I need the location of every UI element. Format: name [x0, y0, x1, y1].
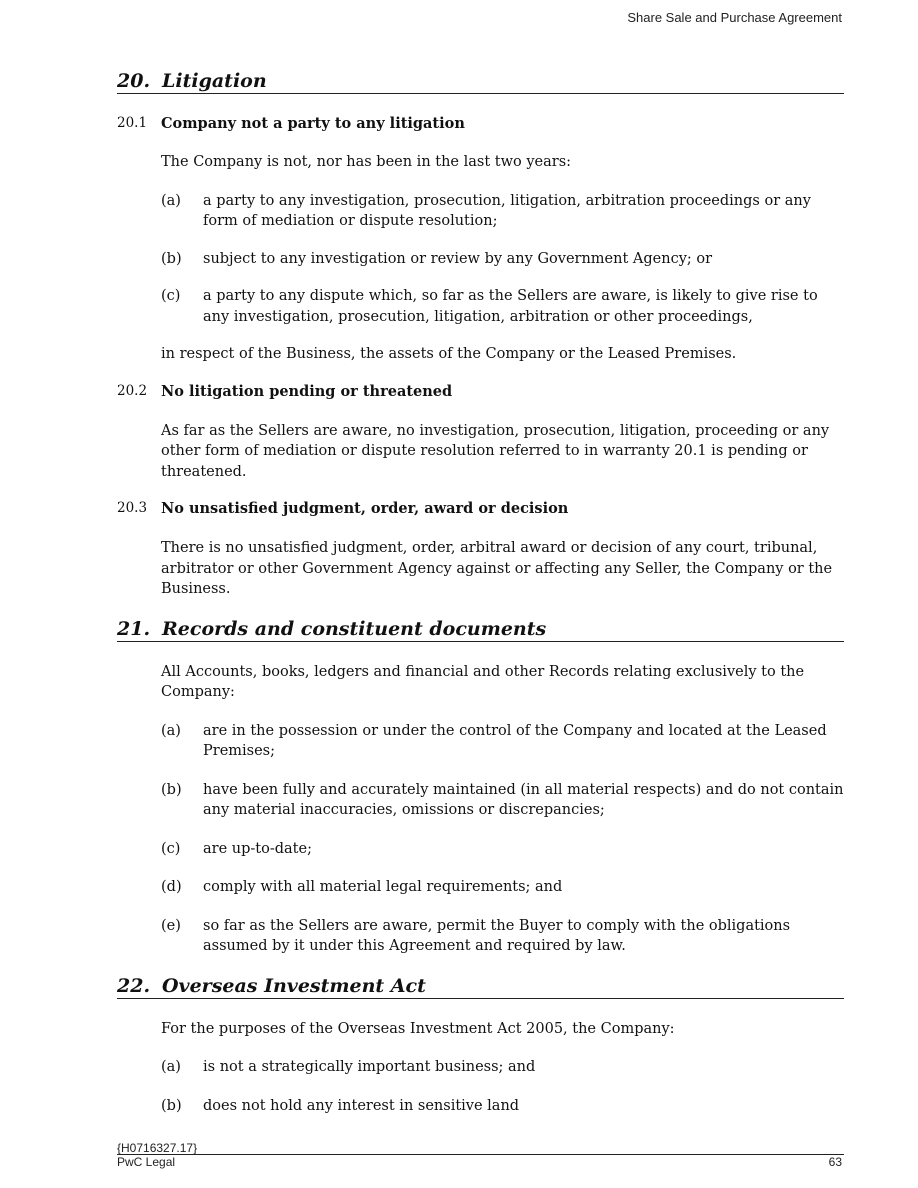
item-label: (a): [161, 192, 181, 209]
item-text: are in the possession or under the control of the Company and located at the Leased Premises;: [203, 722, 827, 759]
clause-body: There is no unsatisfied judgment, order, arbitral award or decision of any court, tribunal, arbitrator or other Government Agency against or affecting any Seller, the Company or the Business.: [161, 540, 833, 597]
page-content: [117, 66, 844, 1116]
list-item: [161, 1096, 844, 1117]
item-text: is not a strategically important business; and: [203, 1059, 536, 1075]
list-item: [161, 721, 844, 762]
item-text: a party to any investigation, prosecution, litigation, arbitration proceedings or any form of mediation or dispute resolution;: [203, 192, 811, 229]
clause-number: 20.2: [117, 382, 148, 399]
clause-heading-20-3: [117, 500, 844, 522]
footer-divider: [117, 1154, 844, 1155]
item-text: are up-to-date;: [203, 840, 312, 857]
section-intro: All Accounts, books, ledgers and financial and other Records relating exclusively to the Company:: [161, 663, 805, 700]
item-text: have been fully and accurately maintained (in all material respects) and do not contain any material inaccuracies, omissions or discrepancies;: [203, 781, 844, 818]
section-number: 21.: [117, 617, 151, 640]
clause-heading-20-1: [117, 115, 844, 137]
list-item: [161, 839, 844, 860]
firm-name: PwC Legal: [117, 1155, 176, 1169]
clause-closing: in respect of the Business, the assets of the Company or the Leased Premises.: [161, 346, 737, 362]
clause-title: No litigation pending or threatened: [161, 382, 453, 400]
list-item: [161, 191, 844, 232]
section-heading-records: [117, 614, 844, 642]
item-label: (c): [161, 840, 181, 857]
list-item: [161, 916, 844, 957]
document-reference: {H0716327.17}: [117, 1141, 198, 1155]
section-number: 22.: [117, 974, 151, 997]
list-item: [161, 286, 844, 327]
clause-title: No unsatisfied judgment, order, award or decision: [161, 500, 569, 517]
list-item: [161, 780, 844, 821]
item-text: comply with all material legal requirements; and: [203, 879, 563, 895]
section-intro: For the purposes of the Overseas Investment Act 2005, the Company:: [161, 1020, 675, 1037]
item-text: subject to any investigation or review by any Government Agency; or: [203, 250, 713, 267]
item-text: does not hold any interest in sensitive land: [203, 1097, 520, 1114]
clause-number: 20.3: [117, 500, 148, 516]
item-label: (b): [161, 250, 182, 267]
clause-intro: The Company is not, nor has been in the last two years:: [161, 154, 572, 170]
list-item: [161, 877, 844, 898]
item-label: (d): [161, 879, 182, 895]
item-label: (c): [161, 288, 181, 304]
item-label: (a): [161, 1059, 181, 1075]
section-title: Litigation: [162, 70, 267, 92]
clause-heading-20-2: [117, 383, 844, 405]
list-item: [161, 1057, 844, 1078]
item-label: (b): [161, 1097, 182, 1114]
item-label: (b): [161, 781, 182, 798]
section-title: Overseas Investment Act: [162, 974, 426, 997]
clause-number: 20.1: [117, 115, 148, 131]
item-label: (e): [161, 917, 181, 934]
item-text: a party to any dispute which, so far as the Sellers are aware, is likely to give rise to any investigation, prosecution, litigation, arbitration or other proceedings,: [203, 288, 818, 325]
item-label: (a): [161, 722, 181, 739]
list-item: [161, 249, 844, 270]
page-number: 63: [828, 1155, 842, 1169]
section-heading-litigation: [117, 66, 844, 94]
item-text: so far as the Sellers are aware, permit the Buyer to comply with the obligations assumed by it under this Agreement and required by law.: [203, 917, 791, 954]
document-title: Share Sale and Purchase Agreement: [627, 10, 842, 25]
clause-title: Company not a party to any litigation: [161, 115, 465, 132]
section-heading-overseas-investment: [117, 971, 844, 999]
section-number: 20.: [117, 70, 151, 92]
clause-body: As far as the Sellers are aware, no investigation, prosecution, litigation, proceeding or any other form of mediation or dispute resolution referred to in warranty 20.1 is pending or threatened.: [161, 422, 830, 480]
section-title: Records and constituent documents: [162, 617, 547, 640]
